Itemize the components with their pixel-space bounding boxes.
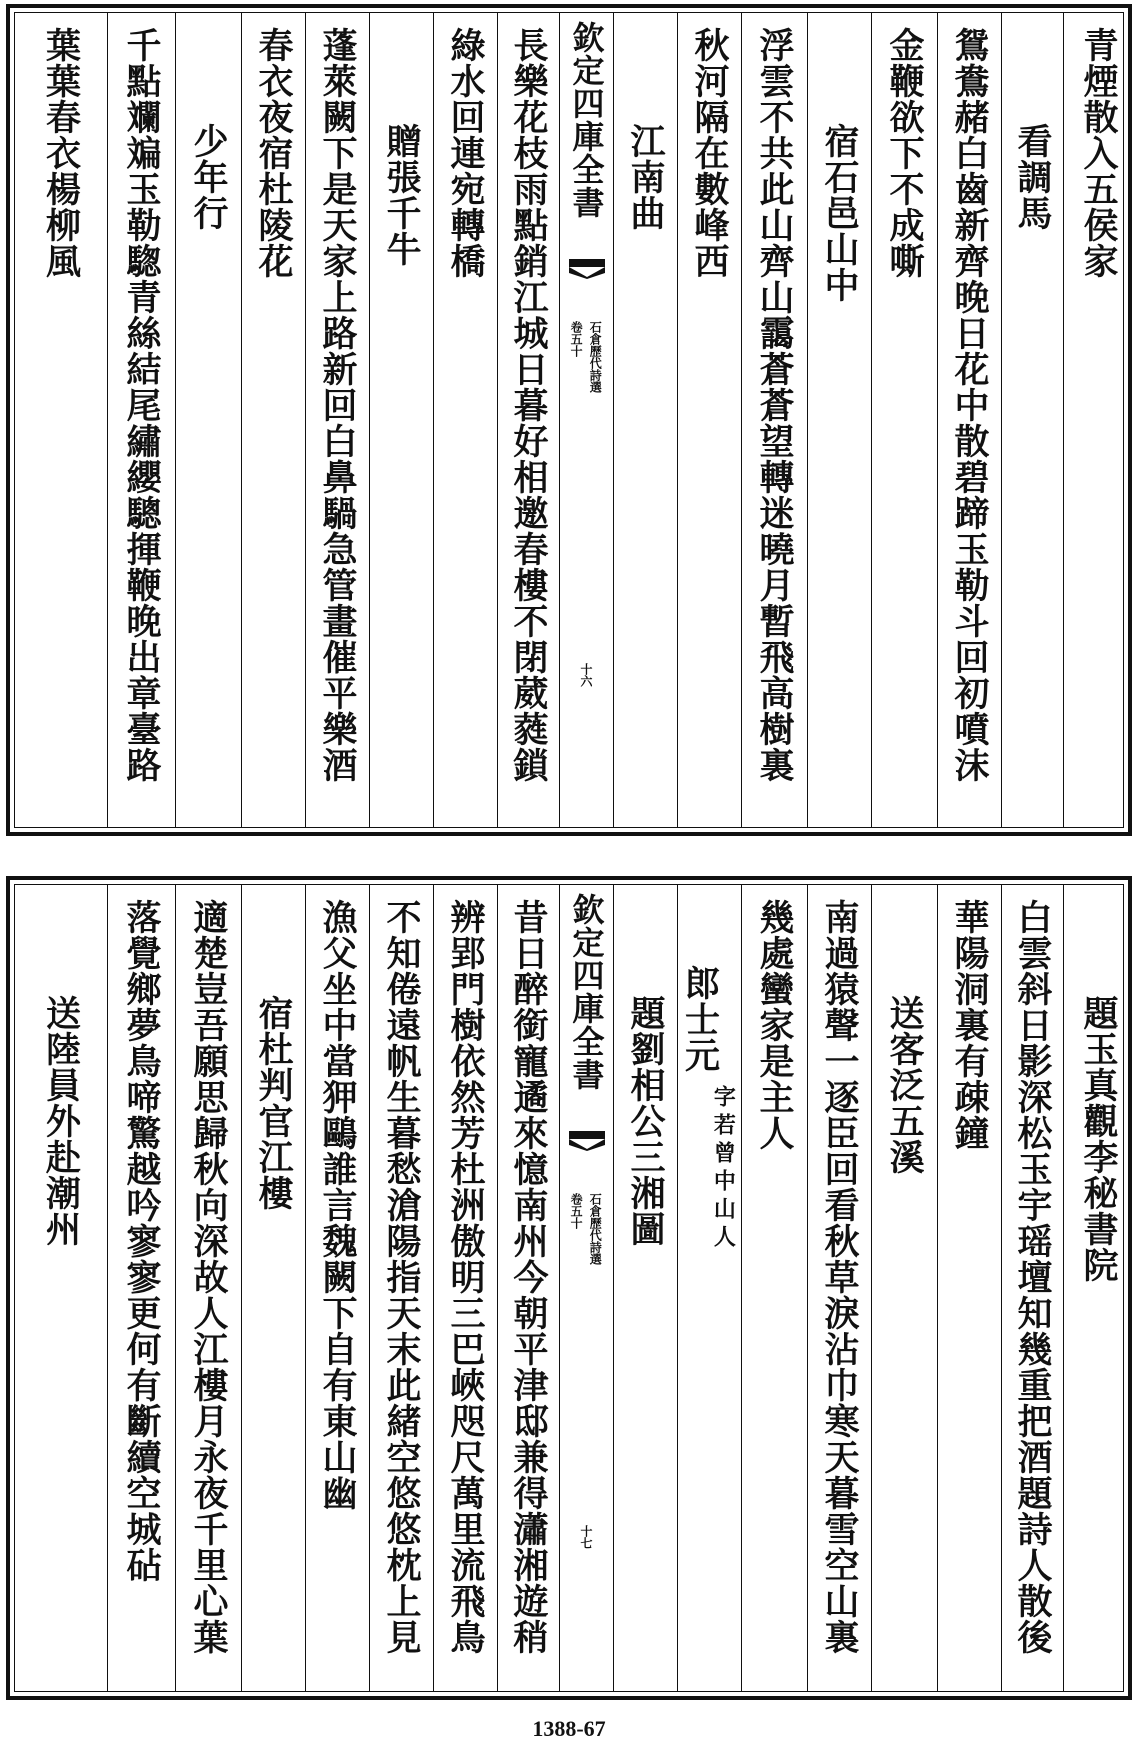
- poem-title: 宿杜判官江樓: [253, 995, 294, 1211]
- text-column: 秋河隔在數峰西: [689, 27, 730, 279]
- col: [807, 13, 871, 827]
- volume-number: 卷五十: [569, 321, 584, 357]
- col: [15, 885, 107, 1691]
- col: [175, 885, 241, 1691]
- col: [1063, 885, 1133, 1691]
- poem-title: 題劉相公三湘圖: [625, 995, 666, 1247]
- fish-tail-icon: [569, 259, 605, 279]
- page-number: 十七: [579, 1525, 593, 1549]
- author-name: 郎士元: [679, 965, 721, 1073]
- col: [937, 13, 1001, 827]
- poem-title: 送客泛五溪: [884, 995, 925, 1175]
- col: [433, 13, 497, 827]
- col: [497, 885, 559, 1691]
- col: [741, 13, 807, 827]
- col: [433, 885, 497, 1691]
- text-column: 不知倦遠帆生暮愁滄陽指天末此緒空悠悠枕上見: [381, 899, 422, 1655]
- col: [1001, 13, 1063, 827]
- bottom-page: [6, 876, 1132, 1700]
- poem-title: 贈張千牛: [381, 123, 422, 267]
- col: [1063, 13, 1133, 827]
- col: [937, 885, 1001, 1691]
- col: [613, 885, 677, 1691]
- col: [613, 13, 677, 827]
- col: [241, 13, 305, 827]
- center-column: [559, 13, 613, 827]
- text-column: 蓬萊闕下是天家上路新回白鼻騧急管畫催平樂酒: [317, 27, 358, 783]
- volume-number: 卷五十: [569, 1193, 584, 1229]
- col: [175, 13, 241, 827]
- col: [871, 885, 937, 1691]
- poem-title: 題玉真觀李秘書院: [1078, 995, 1119, 1283]
- poem-title: 江南曲: [625, 123, 666, 231]
- col: [107, 885, 175, 1691]
- source-title: 石倉歷代詩選: [588, 321, 603, 393]
- poem-title: 少年行: [188, 123, 229, 231]
- poem-title: 看調馬: [1012, 123, 1053, 231]
- text-column: 浮雲不共此山齊山靄蒼蒼望轉迷曉月暫飛高樹裏: [754, 27, 795, 783]
- text-column: 幾處蠻家是主人: [754, 899, 795, 1151]
- text-column: 白雲斜日影深松玉宇瑶壇知幾重把酒題詩人散後: [1012, 899, 1053, 1655]
- col: [1001, 885, 1063, 1691]
- text-column: 昔日醉銜寵遹來憶南州今朝平津邸兼得瀟湘遊稍: [508, 899, 549, 1655]
- top-page: [6, 4, 1132, 836]
- text-column: 綠水回連宛轉橋: [445, 27, 486, 279]
- text-column: 適楚豈吾願思歸秋向深故人江樓月永夜千里心葉: [188, 899, 229, 1655]
- text-column: 鴛鴦赭白齒新齊晚日花中散碧蹄玉勒斗回初噴沫: [949, 27, 990, 783]
- bottom-page-frame: [14, 884, 1124, 1692]
- col: [15, 13, 107, 827]
- col: [305, 885, 369, 1691]
- text-column: 南過猿聲一逐臣回看秋草淚沾巾寒天暮雪空山裏: [819, 899, 860, 1655]
- top-page-frame: [14, 12, 1124, 828]
- book-title: 欽定四庫全書: [567, 893, 606, 1091]
- poem-title: 宿石邑山中: [819, 123, 860, 303]
- fish-tail-icon: [569, 1131, 605, 1151]
- poem-title: 送陸員外赴潮州: [40, 995, 82, 1247]
- text-column: 長樂花枝雨點銷江城日暮好相邀春樓不閉葳蕤鎖: [508, 27, 549, 783]
- col: [305, 13, 369, 827]
- source-title: 石倉歷代詩選: [588, 1193, 603, 1265]
- text-column: 漁父坐中當狎鷗誰言魏闕下自有東山幽: [317, 899, 358, 1511]
- book-title: 欽定四庫全書: [567, 21, 606, 219]
- text-column: 金鞭欲下不成嘶: [884, 27, 925, 279]
- col: [807, 885, 871, 1691]
- author-note: 字若曾中山人: [710, 1085, 737, 1253]
- page-number: 十六: [579, 663, 593, 687]
- col: [241, 885, 305, 1691]
- text-column: 辨郢門樹依然芳杜洲傲明三巴峽咫尺萬里流飛鳥: [445, 899, 486, 1655]
- col: [677, 13, 741, 827]
- text-column: 春衣夜宿杜陵花: [253, 27, 294, 279]
- text-column: 葉葉春衣楊柳風: [40, 27, 82, 279]
- center-column: [559, 885, 613, 1691]
- col: [369, 13, 433, 827]
- col: [369, 885, 433, 1691]
- text-column: 千點斕斒玉勒騘青絲結尾繡纓驄揮鞭晚出章臺路: [121, 27, 162, 783]
- col: [871, 13, 937, 827]
- text-column: 落覺鄉夢鳥啼驚越吟寥寥更何有斷續空城砧: [121, 899, 162, 1583]
- col: [497, 13, 559, 827]
- text-column: 華陽洞裏有疎鐘: [949, 899, 990, 1151]
- col: [677, 885, 741, 1691]
- col: [107, 13, 175, 827]
- col: [741, 885, 807, 1691]
- catalog-number: 1388-67: [532, 1716, 606, 1741]
- text-column: 青煙散入五侯家: [1078, 27, 1119, 279]
